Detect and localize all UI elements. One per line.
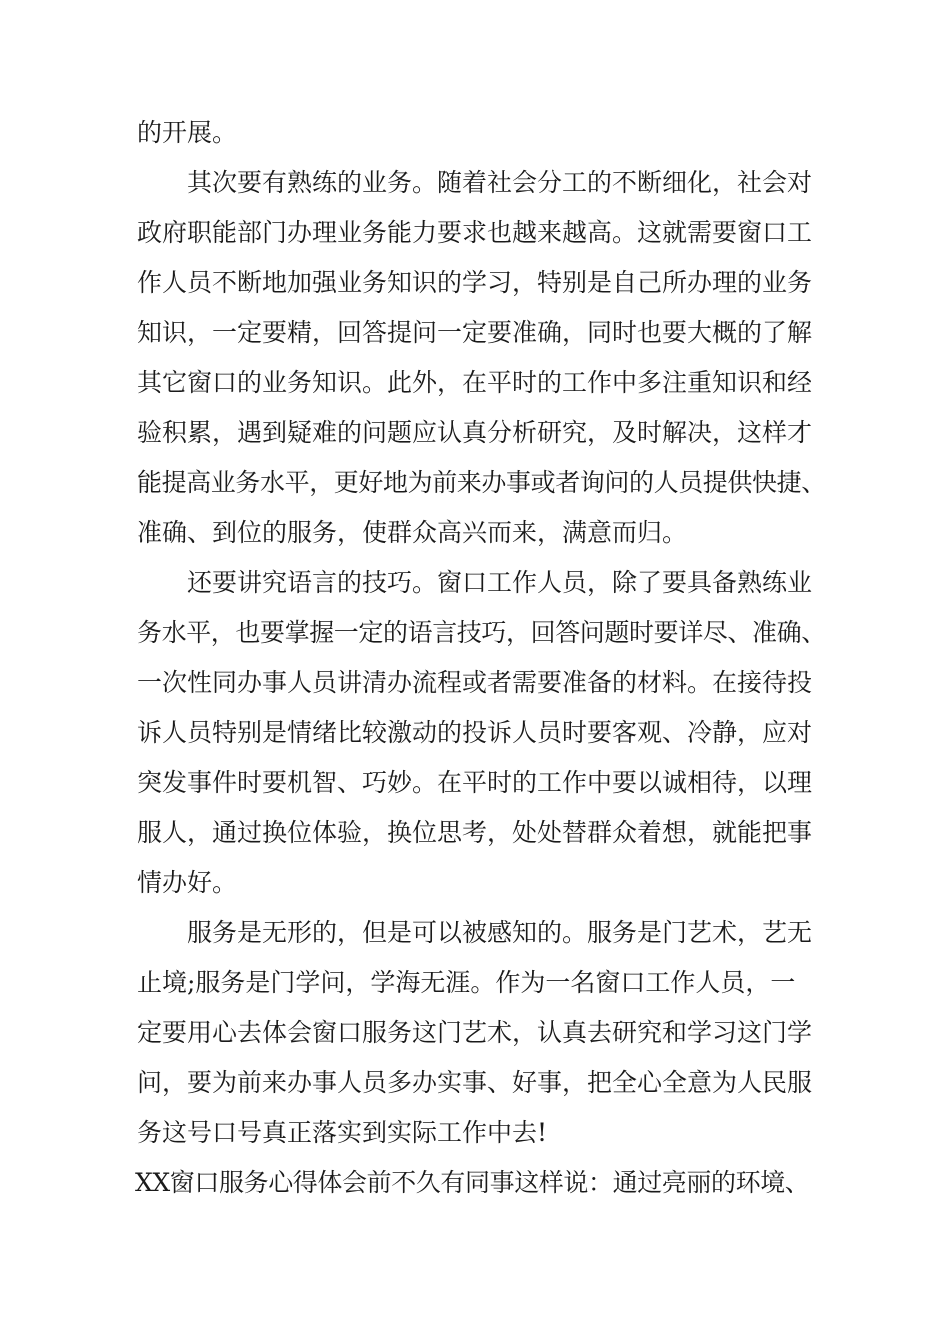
text-line: 务水平，也要掌握一定的语言技巧，回答问题时要详尽、准确、 [137, 618, 826, 647]
text-line: 作人员不断地加强业务知识的学习，特别是自己所办理的业务 [137, 268, 813, 297]
paragraph-start-line: 其次要有熟练的业务。随着社会分工的不断细化，社会对 [187, 168, 813, 197]
text-line: 一次性同办事人员讲清办流程或者需要准备的材料。在接待投 [137, 668, 813, 697]
text-line: 止境;服务是门学问，学海无涯。作为一名窗口工作人员，一 [137, 968, 796, 997]
text-line: 定要用心去体会窗口服务这门艺术，认真去研究和学习这门学 [137, 1018, 813, 1047]
text-line: 其它窗口的业务知识。此外，在平时的工作中多注重知识和经 [137, 368, 813, 397]
text-line: 诉人员特别是情绪比较激动的投诉人员时要客观、冷静，应对 [137, 718, 813, 747]
text-line: 务这号口号真正落实到实际工作中去! [137, 1118, 548, 1147]
document-body [137, 108, 837, 1208]
text-line: 准确、到位的服务，使群众高兴而来，满意而归。 [137, 518, 688, 547]
text-line: 突发事件时要机智、巧妙。在平时的工作中要以诚相待，以理 [137, 768, 813, 797]
text-line: 政府职能部门办理业务能力要求也越来越高。这就需要窗口工 [137, 218, 813, 247]
text-line: 问，要为前来办事人员多办实事、好事，把全心全意为人民服 [137, 1068, 813, 1097]
text-line: 验积累，遇到疑难的问题应认真分析研究，及时解决，这样才 [137, 418, 813, 447]
text-line: 知识，一定要精，回答提问一定要准确，同时也要大概的了解 [137, 318, 813, 347]
section-heading-line: XX窗口服务心得体会前不久有同事这样说：通过亮丽的环境、 [135, 1168, 810, 1197]
paragraph-start-line: 还要讲究语言的技巧。窗口工作人员，除了要具备熟练业 [187, 568, 813, 597]
text-line: 服人，通过换位体验，换位思考，处处替群众着想，就能把事 [137, 818, 813, 847]
text-line: 情办好。 [137, 868, 238, 897]
text-line: 的开展。 [137, 118, 238, 147]
paragraph-start-line: 服务是无形的，但是可以被感知的。服务是门艺术，艺无 [187, 918, 813, 947]
text-line: 能提高业务水平，更好地为前来办事或者询问的人员提供快捷、 [137, 468, 826, 497]
